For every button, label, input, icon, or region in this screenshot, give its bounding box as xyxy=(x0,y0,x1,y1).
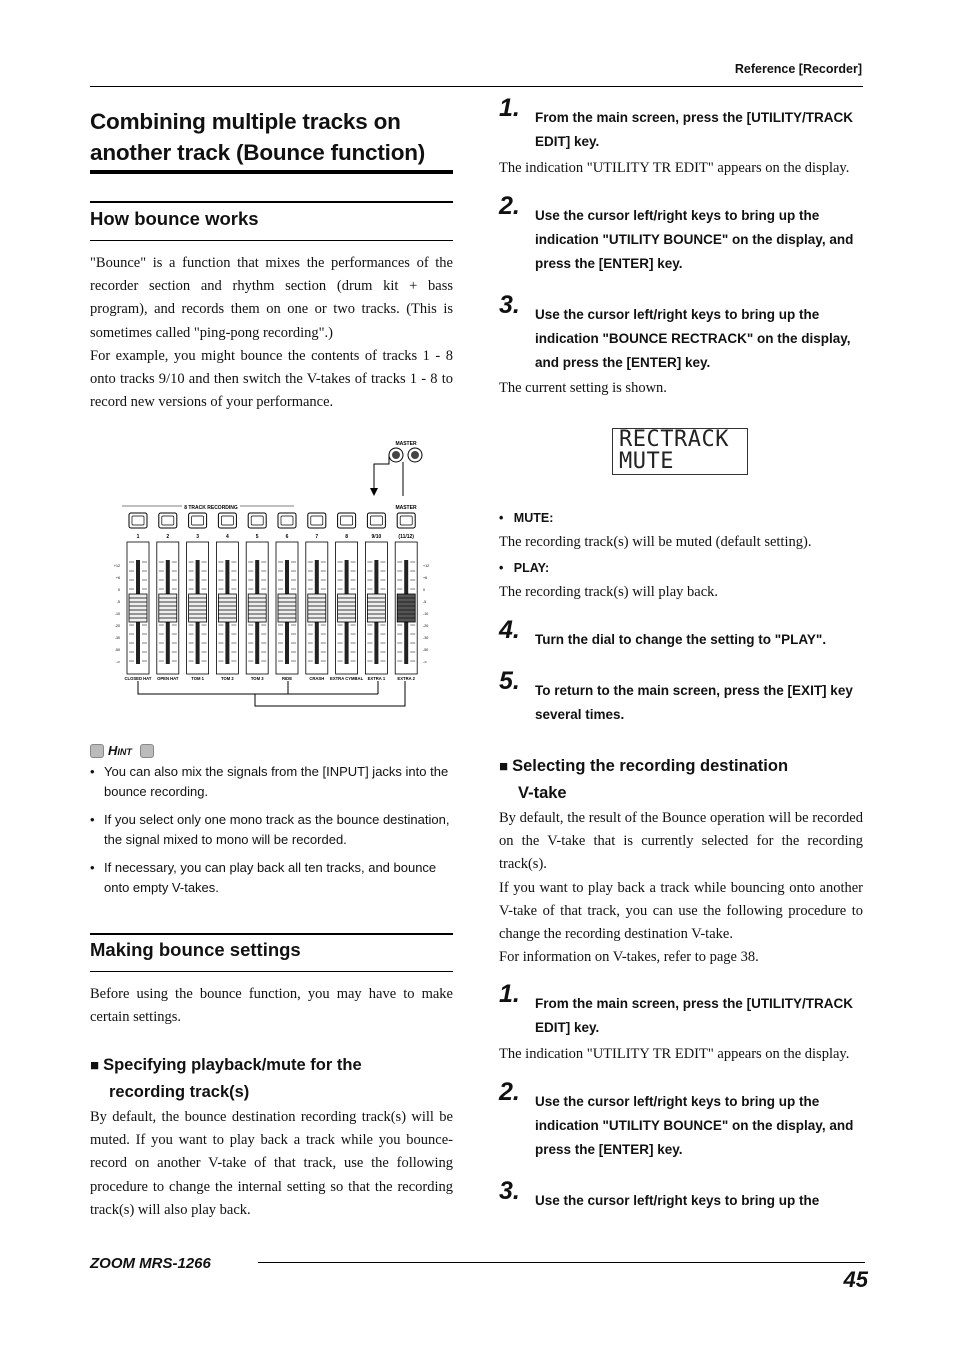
hint-left-icon xyxy=(90,744,104,758)
track-name: EXTRA 2 xyxy=(397,676,415,681)
hint-list xyxy=(90,762,453,906)
vtake-paragraph-1: By default, the result of the Bounce operation will be recorded on the V-take that is currently selected for the recording track(s). xyxy=(499,810,863,873)
track-name: TOM 2 xyxy=(221,676,234,681)
track-name: OPEN HAT xyxy=(157,676,179,681)
vtake-body xyxy=(499,807,863,969)
scale-right-label: -∞ xyxy=(423,660,427,664)
track-number: 3 xyxy=(196,534,199,540)
track-number: 8 xyxy=(345,534,348,540)
step-3-note: The current setting is shown. xyxy=(499,380,667,396)
scale-right-label: +6 xyxy=(423,576,428,580)
section-rule-top xyxy=(90,201,453,203)
track-name: EXTRA 1 xyxy=(367,676,386,681)
master-label: MASTER xyxy=(395,505,417,511)
scale-left-label: -20 xyxy=(114,624,120,628)
making-settings-body: Before using the bounce function, you may have to make certain settings. xyxy=(90,986,453,1026)
track-button-inner xyxy=(311,516,323,525)
lcd-line-1: RECTRACK xyxy=(619,427,729,452)
hint-item: • If you select only one mono track as the bounce destination, the signal mixed to mono will be recorded. xyxy=(90,812,450,847)
master-knob-right-icon xyxy=(408,448,422,462)
playback-mute-body: By default, the bounce destination recording track(s) will be muted. If you want to play back a track while you bounce-record on another V-take of that track, use the following procedure to change the internal setting so that the recording track(s) will also play back. xyxy=(90,1109,453,1218)
main-heading-rule xyxy=(90,170,453,174)
scale-left-label: -30 xyxy=(114,636,120,640)
group-label: 8 TRACK RECORDING xyxy=(184,505,238,511)
vtake-paragraph-3: For information on V-takes, refer to page 38. xyxy=(499,949,759,966)
running-header: Reference [Recorder] xyxy=(734,62,862,76)
how-bounce-body xyxy=(90,252,453,414)
option-mute-desc: The recording track(s) will be muted (default setting). xyxy=(499,534,812,550)
scale-right-label: -50 xyxy=(423,648,429,652)
header-rule xyxy=(90,86,863,87)
track-button-inner xyxy=(281,516,293,525)
scale-left-label: -∞ xyxy=(116,660,120,664)
option-mute-label: • MUTE: xyxy=(499,511,554,525)
track-button-inner xyxy=(251,516,263,525)
main-heading-line2: another track (Bounce function) xyxy=(90,140,426,165)
hint-item: • You can also mix the signals from the [INPUT] jacks into the bounce recording. xyxy=(90,764,449,799)
hint-label: Hint xyxy=(108,743,132,758)
lcd-line-2: MUTE xyxy=(619,449,674,474)
master-knob-left-icon xyxy=(389,448,403,462)
scale-left-label: -5 xyxy=(116,600,120,604)
track-name: CRASH xyxy=(309,676,325,681)
square-bullet-icon: ■ xyxy=(90,1057,100,1074)
scale-left-label: 0 xyxy=(118,588,120,592)
track-number: 1 xyxy=(136,534,140,540)
step-1-note: The indication "UTILITY TR EDIT" appears on the display. xyxy=(499,160,850,176)
scale-right-label: -5 xyxy=(423,600,427,604)
scale-right-label: 0 xyxy=(423,588,425,592)
mixer-illustration xyxy=(110,436,440,712)
hint-right-icon xyxy=(140,744,154,758)
scale-left-label: +6 xyxy=(115,576,120,580)
scale-right-label: +12 xyxy=(423,564,430,568)
footer-product: ZOOM MRS-1266 xyxy=(90,1255,211,1272)
master-top-label: MASTER xyxy=(395,441,417,447)
track-button-inner xyxy=(192,516,204,525)
scale-right-label: -20 xyxy=(423,624,429,628)
square-bullet-icon: ■ xyxy=(499,758,509,775)
track-name: EXTRA CYMBAL xyxy=(330,676,364,681)
scale-left-label: -50 xyxy=(114,648,120,652)
track-number: (11/12) xyxy=(398,534,414,540)
how-bounce-paragraph-2: For example, you might bounce the contents of tracks 1 - 8 onto tracks 9/10 and then switch the V-takes of tracks 1 - 8 to record new versions of your performance. xyxy=(90,347,453,411)
track-button-inner xyxy=(162,516,174,525)
scale-right-label: -10 xyxy=(423,612,429,616)
option-play-label: • PLAY: xyxy=(499,561,550,575)
section-rule-bottom xyxy=(90,971,453,972)
page-number: 45 xyxy=(843,1267,868,1292)
vtake-paragraph-2: If you want to play back a track while bouncing onto another V-take of that track, you can use the following procedure to change the recording destination V-take. xyxy=(499,879,863,943)
track-button-inner xyxy=(221,516,233,525)
section-heading-making-settings: Making bounce settings xyxy=(90,939,301,960)
subheading-vtake: ■ Selecting the recording destination V-take xyxy=(499,757,789,802)
track-name: CLOSED HAT xyxy=(124,676,152,681)
scale-right-label: -30 xyxy=(423,636,429,640)
track-name: TOM 3 xyxy=(250,676,264,681)
section-rule-bottom xyxy=(90,240,453,241)
track-number: 4 xyxy=(226,534,229,540)
step-c-1-note: The indication "UTILITY TR EDIT" appears on the display. xyxy=(499,1046,850,1062)
scale-left-label: -10 xyxy=(114,612,120,616)
lcd-text xyxy=(619,429,729,473)
track-number: 5 xyxy=(255,534,259,540)
track-number: 7 xyxy=(315,534,319,540)
main-heading-line1: Combining multiple tracks on xyxy=(90,109,401,134)
track-name: TOM 1 xyxy=(191,676,204,681)
track-button-inner xyxy=(132,516,144,525)
section-rule-top xyxy=(90,933,453,935)
track-name: RIDE xyxy=(281,676,293,681)
subheading-playback-mute: ■ Specifying playback/mute for the recording track(s) xyxy=(90,1056,362,1101)
track-number: 2 xyxy=(166,534,170,540)
track-button-inner xyxy=(400,516,412,525)
main-heading xyxy=(90,106,460,168)
footer-rule xyxy=(258,1262,865,1263)
scale-left-label: +12 xyxy=(113,564,120,568)
section-heading-how-bounce: How bounce works xyxy=(90,208,259,229)
hint-item: • If necessary, you can play back all ten tracks, and bounce onto empty V-takes. xyxy=(90,860,437,895)
how-bounce-paragraph-1: "Bounce" is a function that mixes the performances of the recorder section and rhythm section (drum kit + bass program), and records them on one or two tracks. (This is sometimes called "ping-pong recording".) xyxy=(90,255,453,341)
track-button-inner xyxy=(370,516,382,525)
track-number: 9/10 xyxy=(371,534,382,540)
option-play-desc: The recording track(s) will play back. xyxy=(499,584,719,600)
track-number: 6 xyxy=(285,534,289,540)
hint-badge xyxy=(90,743,154,758)
track-button-inner xyxy=(341,516,353,525)
mixer-channels xyxy=(114,513,429,681)
